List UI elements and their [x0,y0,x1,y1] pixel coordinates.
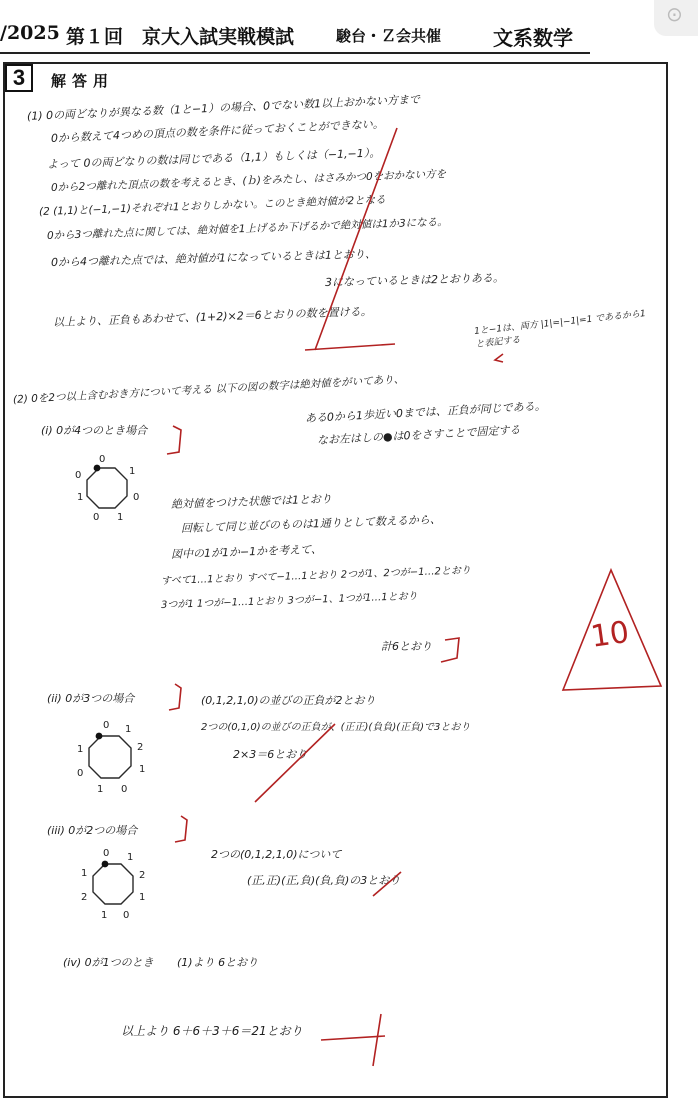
red-arrow [305,344,503,362]
octagon-label: 0 [103,720,110,731]
case-i-line: 回転して同じ並びのものは1通りとして数えるから、 [180,512,442,535]
octagon-label: 1 [127,852,134,863]
octagon-shape [93,864,133,904]
octagon-label: 2 [139,870,146,881]
case-i-line: すべて1…1とおり すべて−1…1とおり 2つが1、2つが−1…2とおり [160,565,472,587]
octagon-label: 1 [117,512,124,523]
score-mark: 10 [588,614,632,655]
part2-note-line: なお左はしの●は0をさすことで固定する [316,423,521,447]
octagon-label: 1 [97,784,104,795]
red-check-conclusion [373,1014,381,1066]
octagon-label: 2 [81,892,88,903]
octagon-label: 0 [75,470,82,481]
header-exam-title: 京大入試実戦模試 [142,26,295,48]
part1-side-note: 1と−1は、両方 |1|=|−1|=1 であるから1と表記する [473,309,647,350]
case-i-total: 計6とおり [381,640,432,653]
conclusion: 以上より 6＋6＋3＋6＝21とおり [121,1024,303,1038]
part1-line: 0から数えて4つめの頂点の数を条件に従っておくことができない。 [50,117,384,145]
octagon-label: 1 [125,724,132,735]
case-iv-heading: (iv) 0が1つのとき [63,956,154,969]
part2-intro: (2) 0を2つ以上含むおき方について考える 以下の図の数字は絶対値をがいてあり、 [12,373,405,406]
header-rule [0,52,590,54]
case-ii-line: (0,1,2,1,0)の並びの正負が2とおり [201,694,376,707]
part2-note-line: ある0から1歩近い0までは、正負が同じである。 [304,399,547,425]
red-bracket [169,684,181,710]
octagon-label: 1 [77,744,84,755]
octagon-shape [89,736,131,778]
part1-line: 0から3つ離れた点に関しては、絶対値を1上げるか下げるかで絶対値は1か3になる。 [46,216,448,242]
octagon-label: 0 [103,848,110,859]
question-number: 3 [5,64,33,92]
red-bracket [167,426,181,454]
octagon-label: 0 [121,784,128,795]
answer-label: 解答用 [51,72,115,90]
octagon-label: 0 [133,492,140,503]
case-iii-line: (正,正)(正,負)(負,負)の3とおり [247,874,401,887]
part1-line: よって 0の両どなりの数は同じである（1,1）もしくは（−1,−1）。 [46,146,381,171]
octagon-label: 1 [139,764,146,775]
octagon-label: 0 [93,512,100,523]
corner-overlay-button[interactable] [654,0,698,36]
case-i-line: 3つが1 1つが−1…1とおり 3つが−1、1つが1…1とおり [160,591,418,611]
header-year: /2025 [0,22,60,44]
answer-sheet [3,62,668,1098]
octagon-label: 1 [139,892,146,903]
header-round: 第１回 [66,26,124,48]
case-ii-heading: (ii) 0が3つの場合 [47,692,135,705]
case-ii-octagon [89,736,131,778]
case-i-heading: (i) 0が4つのとき場合 [41,424,148,437]
part1-line: 0から4つ離れた点では、絶対値が1になっているときは1とおり、 [50,247,377,269]
part1-line: 3になっているときは2とおりある。 [324,271,505,289]
red-bracket [441,638,459,662]
fixed-zero-dot [102,861,109,868]
case-iv-text: (1)より 6とおり [177,956,259,969]
red-underline-conclusion [321,1036,385,1040]
case-ii-line: 2つの(0,1,0)の並びの正負が、(正正)(負負)(正負)で3とおり [201,722,471,733]
red-bracket [175,816,187,842]
octagon-label: 1 [129,466,136,477]
header-host: 駿台・Ｚ会共催 [336,27,442,45]
header-subject: 文系数学 [493,26,573,50]
fixed-zero-dot [94,465,101,472]
octagon-shape [87,468,127,508]
octagon-label: 1 [101,910,108,921]
part1-line: (2 (1,1)と(−1,−1)それぞれ1とおりしかない。このとき絶対値が2となる [38,193,386,218]
case-ii-line: 2×3＝6とおり [233,748,308,761]
octagon-label: 1 [77,492,84,503]
octagon-label: 2 [137,742,144,753]
red-check-part1 [315,128,397,350]
part1-line: 0から2つ離れた頂点の数を考えるとき、(ｂ)をみたし、はさみかつ0をおかない方を [50,168,447,194]
octagon-label: 1 [81,868,88,879]
part1-line: (1) 0の両どなりが異なる数（1と−1）の場合、0でない数1以上おかない方まで [26,92,421,123]
octagon-label: 0 [99,454,106,465]
case-i-octagon [87,468,127,508]
exam-header [0,16,698,56]
case-i-line: 絶対値をつけた状態では1とおり [170,492,333,511]
case-iii-octagon [93,864,133,904]
handwritten-drawings [5,64,670,1100]
octagon-label: 0 [123,910,130,921]
fixed-zero-dot [96,733,103,740]
case-iii-line: 2つの(0,1,2,1,0)について [211,848,342,861]
red-pen-marks [167,128,661,1066]
case-iii-heading: (iii) 0が2つの場合 [47,824,138,837]
red-check-case-iii [373,872,401,896]
part1-line: 以上より、正負もあわせて、(1+2)×2＝6とおりの数を置ける。 [52,304,372,329]
red-check-case-ii [255,724,335,802]
octagon-label: 0 [77,768,84,779]
score-triangle [563,570,661,690]
search-icon: ⊙ [666,2,683,26]
case-i-line: 図中の1が1か−1かを考えて、 [170,542,323,561]
